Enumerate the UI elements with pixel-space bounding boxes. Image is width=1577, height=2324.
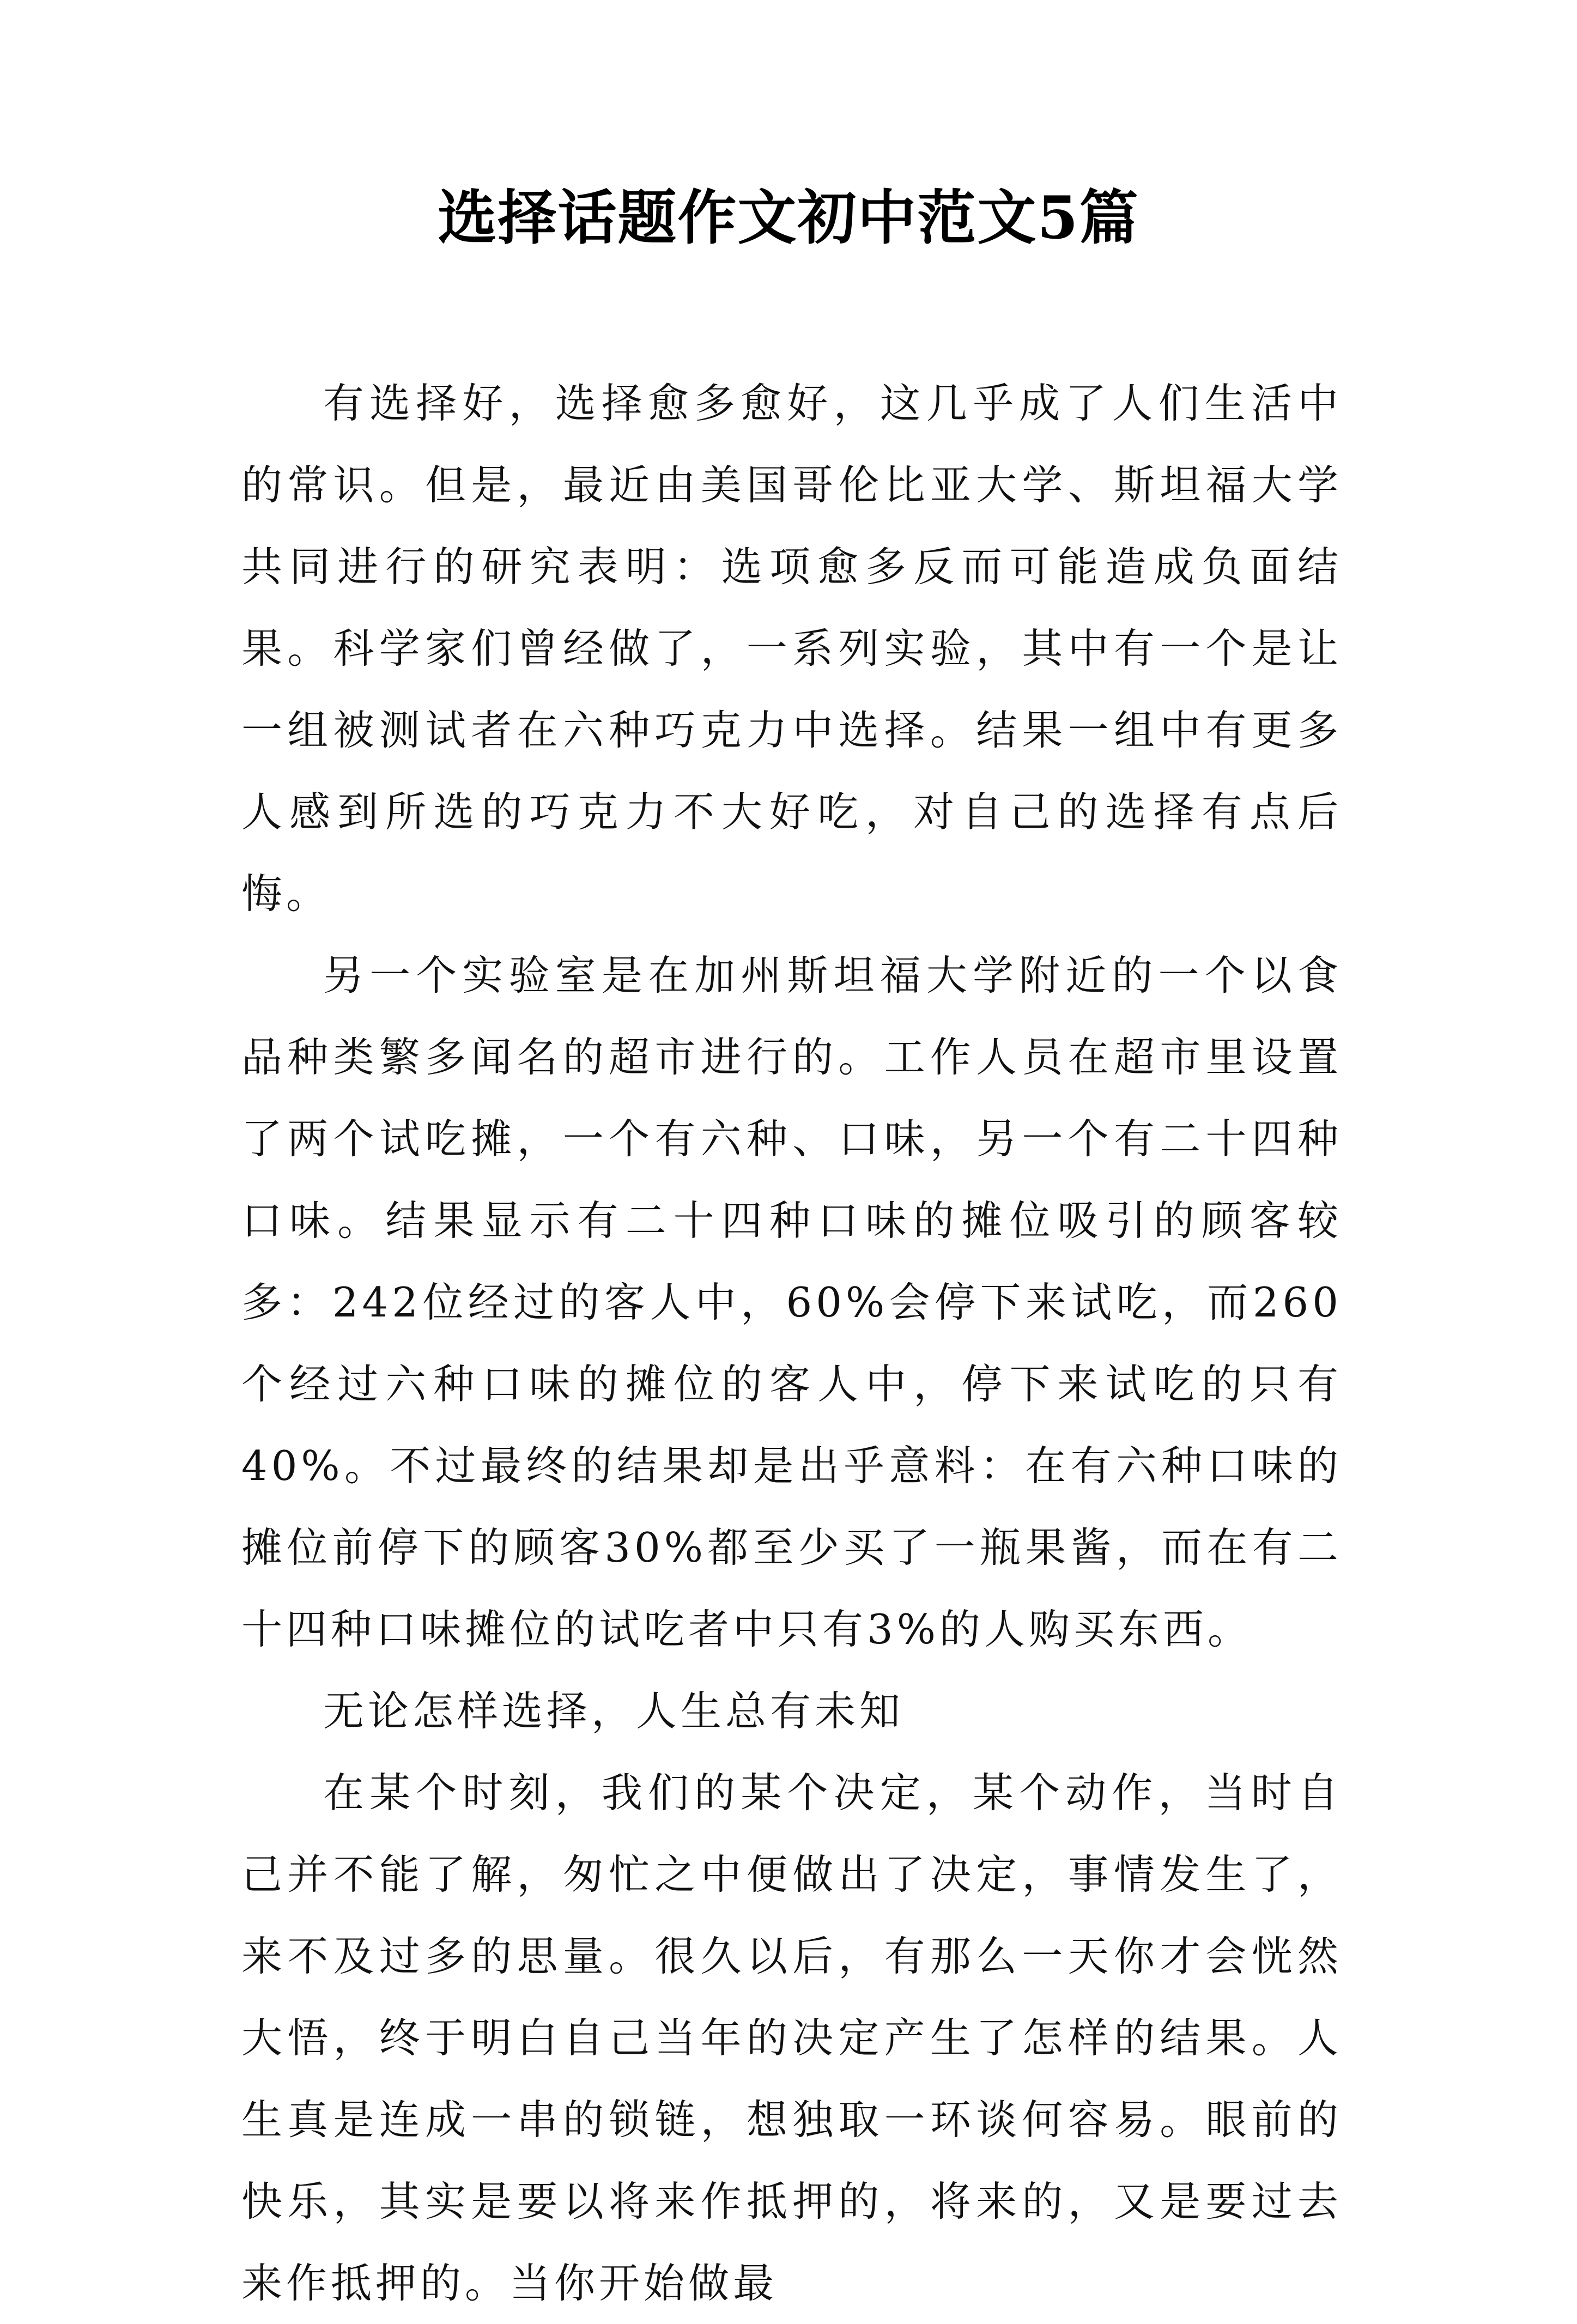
document-title: 选择话题作文初中范文5篇 (438, 184, 1139, 252)
paragraph-2: 另一个实验室是在加州斯坦福大学附近的一个以食品种类繁多闻名的超市进行的。工作人员在超市里设置了两个试吃摊，一个有六种、口味，另一个有二十四种口味。结果显示有二十四种口味的摊位吸引的顾客较多：242位经过的客人中，60%会停下来试吃，而260个经过六种口味的摊位的客人中，停下来试吃的只有40%。不过最终的结果却是出乎意料：在有六种口味的摊位前停下的顾客30%都至少买了一瓶果酱，而在有二十四种口味摊位的试吃者中只有3%的人购买东西。 (241, 951, 1342, 1653)
paragraph-4: 在某个时刻，我们的某个决定，某个动作，当时自己并不能了解，匆忙之中便做出了决定，事情发生了，来不及过多的思量。很久以后，有那么一天你才会恍然大悟，终于明白自己当年的决定产生了怎样的结果。人生真是连成一串的锁链，想独取一环谈何容易。眼前的快乐，其实是要以将来作抵押的，将来的，又是要过去来作抵押的。当你开始做最 (241, 1769, 1342, 2307)
paragraph-1: 有选择好，选择愈多愈好，这几乎成了人们生活中的常识。但是，最近由美国哥伦比亚大学、斯坦福大学共同进行的研究表明：选项愈多反而可能造成负面结果。科学家们曾经做了，一系列实验，其中有一个是让一组被测试者在六种巧克力中选择。结果一组中有更多人感到所选的巧克力不大好吃，对自己的选择有点后悔。 (241, 379, 1342, 918)
document-body (241, 362, 1342, 2324)
paragraph-subheading: 无论怎样选择，人生总有未知 (323, 1687, 905, 1735)
